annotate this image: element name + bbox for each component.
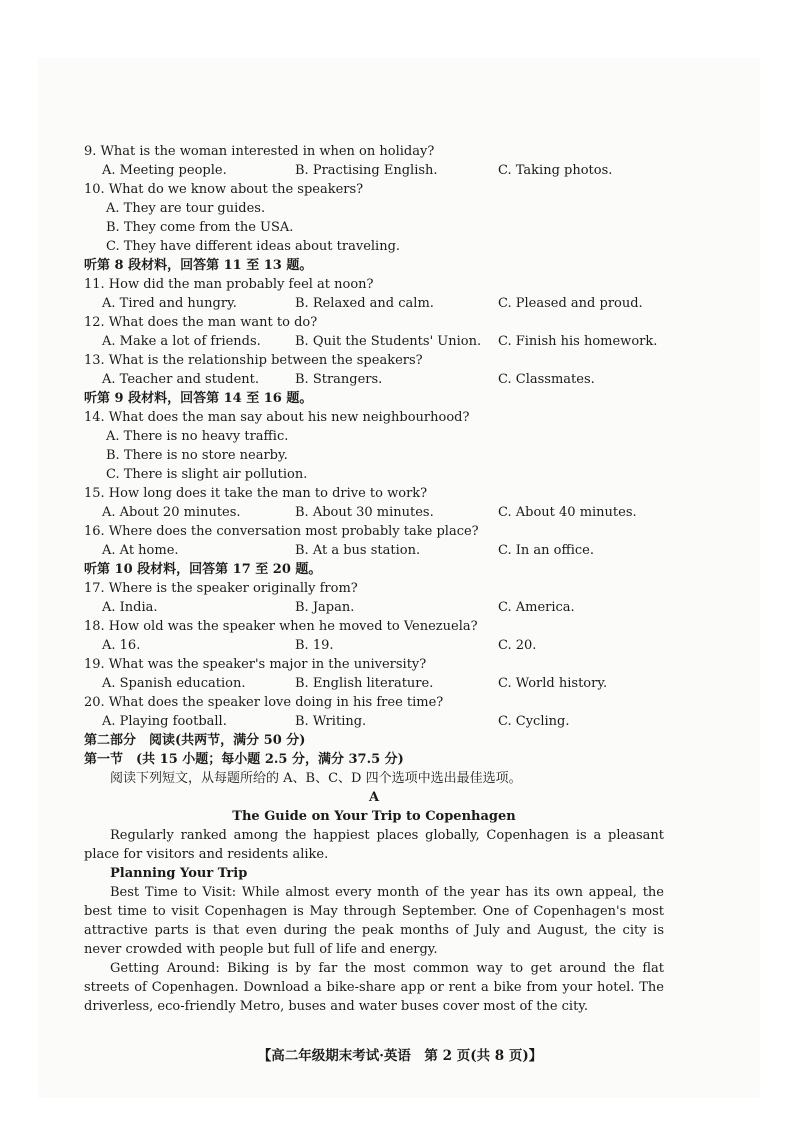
question-text: 16. Where does the conversation most probably take place? (84, 524, 479, 539)
option-b: B. English literature. (295, 676, 434, 691)
question-block (84, 655, 664, 693)
option-c: C. In an office. (498, 543, 594, 558)
option-b: B. Writing. (295, 714, 367, 729)
question-block (84, 313, 664, 351)
option-b: B. They come from the USA. (106, 220, 294, 235)
page-content (84, 142, 664, 1016)
option-c: C. There is slight air pollution. (106, 467, 308, 482)
page-footer: 【高二年级期末考试·英语 第 2 页(共 8 页)】 (257, 1048, 543, 1064)
section-heading: 听第 10 段材料，回答第 17 至 20 题。 (84, 562, 322, 577)
option-c: C. Classmates. (498, 372, 595, 387)
options-row (84, 598, 664, 617)
option-a: A. 16. (102, 638, 141, 653)
passage-title: The Guide on Your Trip to Copenhagen (232, 809, 516, 824)
question-text: 15. How long does it take the man to drive to work? (84, 486, 428, 501)
question-text: 14. What does the man say about his new neighbourhood? (84, 410, 470, 425)
options-row (84, 370, 664, 389)
options-row (84, 332, 664, 351)
option-a: A. Meeting people. (102, 163, 227, 178)
question-block (84, 522, 664, 560)
options-row (84, 541, 664, 560)
option-b: B. About 30 minutes. (295, 505, 434, 520)
question-block (84, 408, 664, 484)
option-c: C. America. (498, 600, 575, 615)
question-block (84, 579, 664, 617)
option-c: C. About 40 minutes. (498, 505, 637, 520)
options-row (84, 161, 664, 180)
question-block (84, 275, 664, 313)
passage-letter: A (368, 790, 380, 805)
passage-subheading: Planning Your Trip (110, 866, 248, 881)
question-text: 12. What does the man want to do? (84, 315, 318, 330)
option-c: C. 20. (498, 638, 537, 653)
option-a: A. There is no heavy traffic. (106, 429, 289, 444)
option-a: A. Teacher and student. (102, 372, 260, 387)
question-block (84, 351, 664, 389)
question-text: 20. What does the speaker love doing in his free time? (84, 695, 444, 710)
option-c: C. Finish his homework. (498, 334, 658, 349)
options-row (84, 674, 664, 693)
question-text: 9. What is the woman interested in when on holiday? (84, 144, 435, 159)
option-b: B. At a bus station. (295, 543, 421, 558)
option-c: C. Taking photos. (498, 163, 613, 178)
option-b: B. Practising English. (295, 163, 438, 178)
option-a: A. Tired and hungry. (102, 296, 237, 311)
option-b: B. 19. (295, 638, 334, 653)
question-block (84, 484, 664, 522)
option-b: B. There is no store nearby. (106, 448, 288, 463)
option-b: B. Japan. (295, 600, 355, 615)
section-heading: 听第 9 段材料，回答第 14 至 16 题。 (84, 391, 313, 406)
options-row (84, 503, 664, 522)
question-block (84, 142, 664, 180)
section-heading: 第一节 (共 15 小题；每小题 2.5 分，满分 37.5 分) (84, 752, 404, 767)
passage-paragraph: Getting Around: Biking is by far the most common way to get around the flat streets of Copenhagen. Download a bike-share app or rent a bike from your hotel. The driverless, eco-friendly Metro, buses and water buses cover most of the city. (84, 961, 664, 1014)
question-block (84, 180, 664, 256)
question-block (84, 617, 664, 655)
question-text: 11. How did the man probably feel at noon? (84, 277, 374, 292)
option-a: A. India. (102, 600, 158, 615)
option-b: B. Relaxed and calm. (295, 296, 434, 311)
question-text: 13. What is the relationship between the speakers? (84, 353, 423, 368)
option-a: A. Spanish education. (102, 676, 246, 691)
option-b: B. Strangers. (295, 372, 383, 387)
option-a: A. They are tour guides. (106, 201, 266, 216)
passage-paragraph: Best Time to Visit: While almost every month of the year has its own appeal, the best time to visit Copenhagen is May through September. One of Copenhagen's most attractive parts is that even during the peak months of July and August, the city is never crowded with people but full of life and energy. (84, 885, 664, 957)
question-text: 19. What was the speaker's major in the university? (84, 657, 427, 672)
options-row (84, 636, 664, 655)
option-c: C. World history. (498, 676, 608, 691)
question-text: 17. Where is the speaker originally from? (84, 581, 358, 596)
option-a: A. At home. (102, 543, 179, 558)
question-text: 10. What do we know about the speakers? (84, 182, 364, 197)
passage-paragraph: Regularly ranked among the happiest places globally, Copenhagen is a pleasant place for visitors and residents alike. (84, 828, 664, 862)
instruction-text: 阅读下列短文，从每题所给的 A、B、C、D 四个选项中选出最佳选项。 (110, 771, 522, 786)
option-c: C. Cycling. (498, 714, 570, 729)
option-c: C. Pleased and proud. (498, 296, 643, 311)
section-heading: 听第 8 段材料，回答第 11 至 13 题。 (84, 258, 313, 273)
option-a: A. Make a lot of friends. (102, 334, 261, 349)
option-c: C. They have different ideas about traveling. (106, 239, 401, 254)
part-heading: 第二部分 阅读(共两节，满分 50 分) (84, 733, 306, 748)
options-row (84, 294, 664, 313)
option-a: A. Playing football. (102, 714, 227, 729)
question-text: 18. How old was the speaker when he moved to Venezuela? (84, 619, 478, 634)
option-a: A. About 20 minutes. (102, 505, 241, 520)
question-block (84, 693, 664, 731)
options-row (84, 712, 664, 731)
option-b: B. Quit the Students' Union. (295, 334, 482, 349)
